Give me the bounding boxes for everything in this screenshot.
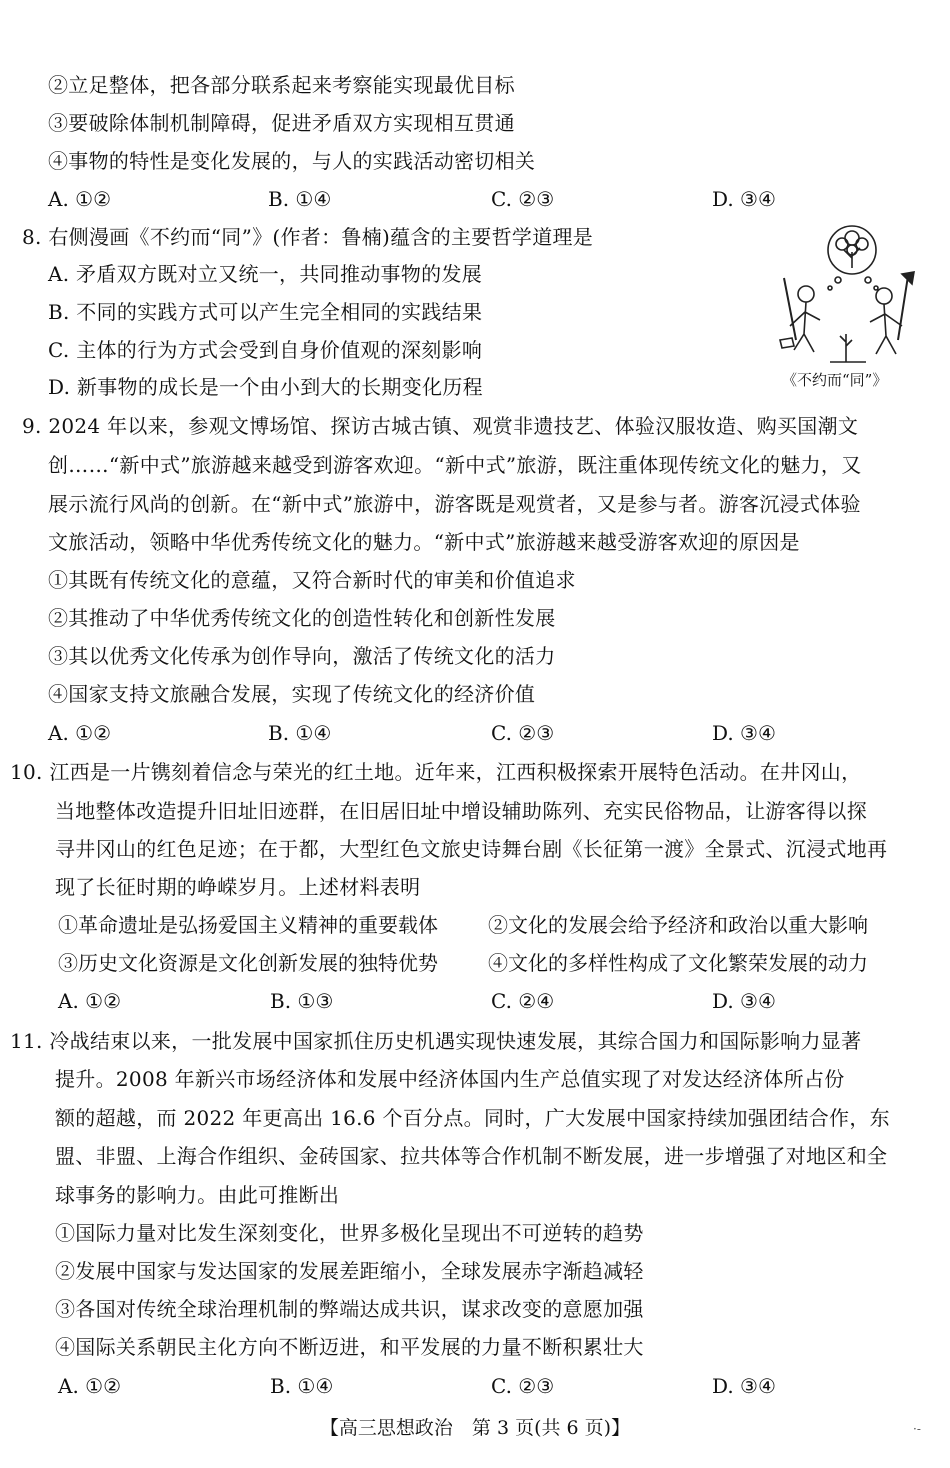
q10-stem-line-4: 现了长征时期的峥嵘岁月。上述材料表明 [55, 875, 421, 899]
q11-stem-line-1: 11. 冷战结束以来，一批发展中国家抓住历史机遇实现快速发展，其综合国力和国际影响力显著 [10, 1029, 862, 1053]
q11-stem-line-2: 提升。2008 年新兴市场经济体和发展中经济体国内生产总值实现了对发达经济体所占份 [55, 1067, 845, 1091]
q11-choice-a[interactable]: A. ①② [58, 1374, 122, 1398]
q7-choice-d[interactable]: D. ③④ [712, 187, 776, 211]
q7-item-2: ②立足整体，把各部分联系起来考察能实现最优目标 [48, 73, 515, 97]
q11-item-1: ①国际力量对比发生深刻变化，世界多极化呈现出不可逆转的趋势 [55, 1221, 644, 1245]
q9-choices [48, 718, 808, 748]
q10-choice-c[interactable]: C. ②④ [491, 989, 555, 1013]
footer-mark: ·- [913, 1422, 921, 1436]
q8-stem: 8. 右侧漫画《不约而“同”》(作者：鲁楠)蕴含的主要哲学道理是 [22, 225, 594, 249]
q9-stem-line-4: 文旅活动，领略中华优秀传统文化的魅力。“新中式”旅游越来越受游客欢迎的原因是 [48, 530, 800, 554]
cartoon-illustration [770, 222, 928, 370]
q10-stem-line-3: 寻井冈山的红色足迹；在于都，大型红色文旅史诗舞台剧《长征第一渡》全景式、沉浸式地再 [55, 837, 888, 861]
q8-option-a[interactable]: A. 矛盾双方既对立又统一，共同推动事物的发展 [48, 262, 483, 286]
q10-stem-line-1: 10. 江西是一片镌刻着信念与荣光的红土地。近年来，江西积极探索开展特色活动。在井冈山， [10, 760, 862, 784]
q7-choices [48, 184, 808, 214]
q10-choices [58, 986, 818, 1016]
q11-stem-line-5: 球事务的影响力。由此可推断出 [55, 1183, 340, 1207]
q7-item-4: ④事物的特性是变化发展的，与人的实践活动密切相关 [48, 149, 536, 173]
q9-choice-b[interactable]: B. ①④ [268, 721, 332, 745]
q7-choice-b[interactable]: B. ①④ [268, 187, 332, 211]
q9-stem-line-3: 展示流行风尚的创新。在“新中式”旅游中，游客既是观赏者，又是参与者。游客沉浸式体验 [48, 492, 861, 516]
q10-item-2: ②文化的发展会给予经济和政治以重大影响 [488, 913, 868, 937]
q8-option-c[interactable]: C. 主体的行为方式会受到自身价值观的深刻影响 [48, 338, 483, 362]
q9-choice-d[interactable]: D. ③④ [712, 721, 776, 745]
q9-stem-line-2: 创……“新中式”旅游越来越受到游客欢迎。“新中式”旅游，既注重体现传统文化的魅力，又 [48, 453, 862, 477]
q9-choice-a[interactable]: A. ①② [48, 721, 112, 745]
q9-item-4: ④国家支持文旅融合发展，实现了传统文化的经济价值 [48, 682, 536, 706]
cartoon-caption: 《不约而“同”》 [782, 371, 888, 389]
q9-item-2: ②其推动了中华优秀传统文化的创造性转化和创新性发展 [48, 606, 556, 630]
q10-choice-a[interactable]: A. ①② [58, 989, 122, 1013]
q10-item-1: ①革命遗址是弘扬爱国主义精神的重要载体 [58, 913, 438, 937]
q11-item-4: ④国际关系朝民主化方向不断迈进，和平发展的力量不断积累壮大 [55, 1335, 644, 1359]
q8-option-b[interactable]: B. 不同的实践方式可以产生完全相同的实践结果 [48, 300, 483, 324]
q11-choice-c[interactable]: C. ②③ [491, 1374, 555, 1398]
q9-choice-c[interactable]: C. ②③ [491, 721, 555, 745]
q9-stem-line-1: 9. 2024 年以来，参观文博场馆、探访古城古镇、观赏非遗技艺、体验汉服妆造、购买国潮文 [22, 414, 859, 438]
q11-item-2: ②发展中国家与发达国家的发展差距缩小，全球发展赤字渐趋减轻 [55, 1259, 644, 1283]
q7-choice-c[interactable]: C. ②③ [491, 187, 555, 211]
q11-item-3: ③各国对传统全球治理机制的弊端达成共识，谋求改变的意愿加强 [55, 1297, 644, 1321]
q7-item-3: ③要破除体制机制障碍，促进矛盾双方实现相互贯通 [48, 111, 515, 135]
page-footer: 【高三思想政治 第 3 页(共 6 页)】 [319, 1417, 631, 1439]
q11-choice-b[interactable]: B. ①④ [270, 1374, 334, 1398]
q11-choice-d[interactable]: D. ③④ [712, 1374, 776, 1398]
q10-choice-b[interactable]: B. ①③ [270, 989, 334, 1013]
q11-choices [58, 1371, 818, 1401]
q11-stem-line-4: 盟、非盟、上海合作组织、金砖国家、拉共体等合作机制不断发展，进一步增强了对地区和全 [55, 1144, 888, 1168]
q9-item-3: ③其以优秀文化传承为创作导向，激活了传统文化的活力 [48, 644, 556, 668]
q9-item-1: ①其既有传统文化的意蕴，又符合新时代的审美和价值追求 [48, 568, 576, 592]
q10-choice-d[interactable]: D. ③④ [712, 989, 776, 1013]
q10-item-3: ③历史文化资源是文化创新发展的独特优势 [58, 951, 438, 975]
q10-item-4: ④文化的多样性构成了文化繁荣发展的动力 [488, 951, 868, 975]
q11-stem-line-3: 额的超越，而 2022 年更高出 16.6 个百分点。同时，广大发展中国家持续加强团结合作，东 [55, 1106, 890, 1130]
q10-stem-line-2: 当地整体改造提升旧址旧迹群，在旧居旧址中增设辅助陈列、充实民俗物品，让游客得以探 [55, 799, 867, 823]
q8-option-d[interactable]: D. 新事物的成长是一个由小到大的长期变化历程 [48, 375, 483, 399]
q7-choice-a[interactable]: A. ①② [48, 187, 112, 211]
